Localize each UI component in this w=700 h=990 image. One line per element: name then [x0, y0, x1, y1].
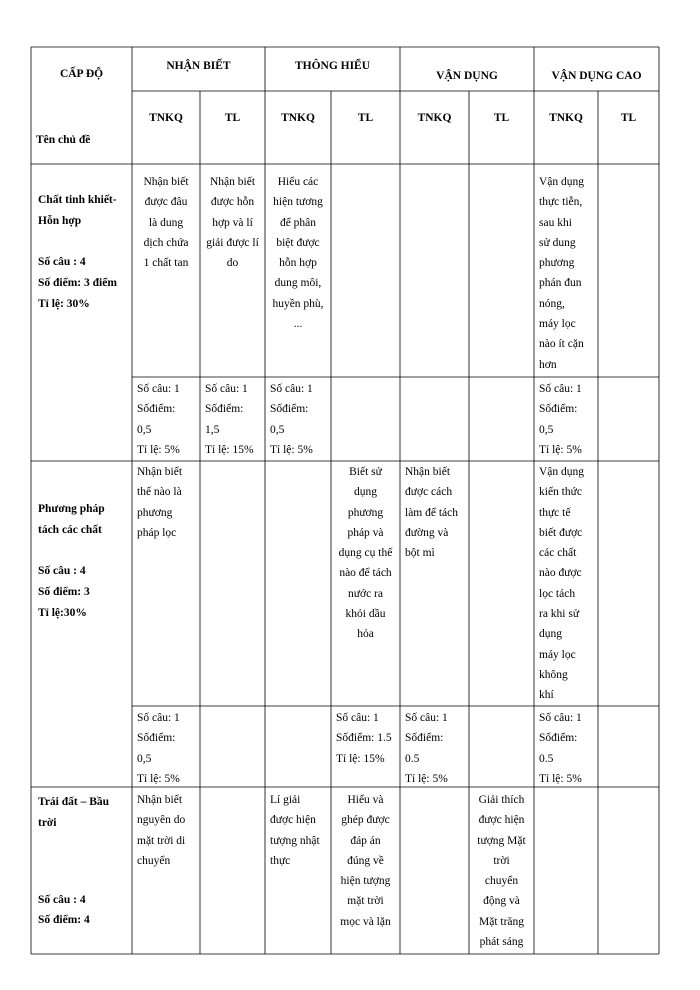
- criteria-cell: [137, 462, 195, 543]
- stats-cell: [137, 708, 195, 789]
- sub-header-6: TNKQ: [549, 112, 583, 124]
- criteria-text: mặt trời: [347, 895, 384, 908]
- criteria-text: do: [226, 257, 239, 270]
- criteria-text: nào được: [539, 567, 582, 580]
- cap-do-label: CẤP ĐỘ: [59, 68, 104, 80]
- sub-header-1: TL: [224, 112, 241, 124]
- stats-text: Tỉ lệ: 5%: [270, 443, 313, 456]
- criteria-text: đúng về: [347, 854, 384, 867]
- criteria-text: Nhận biết: [137, 466, 183, 478]
- criteria-text: Nhận biết: [143, 176, 189, 188]
- criteria-text: các chất: [539, 547, 577, 560]
- criteria-text: dung môi,: [274, 277, 322, 290]
- criteria-text: dụng: [539, 628, 562, 641]
- level-header-1: THÔNG HIỂU: [294, 60, 371, 72]
- criteria-text: Mặt trăng: [478, 915, 525, 928]
- criteria-text: phương: [137, 506, 173, 519]
- criteria-text: nóng,: [539, 297, 565, 310]
- topic-ti-le: Tỉ lệ: 30%: [38, 298, 90, 310]
- criteria-text: Nhận biết: [209, 176, 256, 188]
- criteria-text: được hỗn: [210, 196, 255, 209]
- stats-text: Sốđiểm:: [405, 732, 444, 745]
- stats-text: Tỉ lệ: 5%: [539, 443, 582, 456]
- stats-text: Số câu: 1: [539, 383, 582, 395]
- stats-text: 0,5: [137, 423, 152, 436]
- criteria-text: phương: [347, 506, 384, 519]
- criteria-text: là dung: [148, 216, 184, 229]
- criteria-text: đường và: [405, 526, 449, 539]
- criteria-text: động và: [483, 895, 520, 908]
- criteria-cell: [137, 172, 195, 273]
- criteria-text: Vận dụng: [539, 466, 585, 478]
- criteria-text: được cách: [405, 486, 453, 499]
- criteria-text: khỏi dầu: [345, 608, 386, 621]
- criteria-text: hiện tương: [273, 196, 323, 209]
- criteria-text: tượng nhật: [270, 834, 320, 847]
- criteria-text: nào ít cặn: [539, 338, 584, 351]
- topic-so-diem: Số điểm: 4: [38, 914, 90, 926]
- criteria-cell: [539, 172, 593, 375]
- sub-header-2: TNKQ: [281, 112, 315, 124]
- criteria-text: Hiểu và: [347, 794, 384, 806]
- criteria-text: Nhận biết: [137, 794, 183, 806]
- criteria-text: Giải thích: [478, 794, 525, 806]
- criteria-text: tượng Mặt: [477, 834, 526, 847]
- stats-text: Tỉ lệ: 15%: [205, 443, 254, 456]
- sub-header-4: TNKQ: [417, 112, 452, 124]
- criteria-text: được đâu: [144, 196, 188, 209]
- criteria-text: hỏa: [357, 628, 374, 641]
- criteria-text: chuyển: [484, 875, 519, 888]
- topic-ti-le: Tỉ lệ:30%: [38, 607, 87, 619]
- criteria-text: Lí giải: [270, 794, 301, 806]
- criteria-cell: [270, 790, 326, 871]
- stats-cell: [205, 379, 260, 460]
- stats-text: 0,5: [539, 423, 554, 436]
- criteria-text: dụng: [354, 486, 377, 499]
- criteria-text: mặt trời di: [137, 834, 186, 847]
- criteria-text: chuyển: [137, 854, 171, 867]
- stats-text: 0.5: [539, 752, 554, 765]
- stats-text: 0,5: [137, 752, 152, 765]
- criteria-text: để phân: [279, 216, 317, 229]
- stats-text: Số câu: 1: [270, 383, 313, 395]
- criteria-cell: [336, 790, 395, 932]
- criteria-cell: [336, 462, 395, 645]
- stats-cell: [539, 708, 593, 789]
- stats-text: 1,5: [205, 423, 220, 436]
- stats-text: Sốđiểm:: [539, 732, 578, 745]
- stats-text: Sốđiểm:: [205, 403, 244, 416]
- criteria-text: kiến thức: [539, 486, 582, 499]
- criteria-text: mọc và lặn: [340, 915, 391, 928]
- topic-so-cau: Số câu : 4: [38, 256, 86, 268]
- stats-text: Tỉ lệ: 15%: [336, 752, 385, 765]
- criteria-text: máy lọc: [539, 648, 576, 661]
- criteria-text: được hiện: [270, 814, 316, 827]
- criteria-text: hơn: [539, 358, 557, 371]
- criteria-text: ...: [293, 318, 303, 331]
- criteria-text: 1 chất tan: [143, 257, 189, 270]
- criteria-text: đáp án: [350, 834, 381, 847]
- sub-header-3: TL: [357, 112, 374, 124]
- criteria-text: bột mì: [405, 547, 435, 560]
- criteria-text: máy lọc: [539, 318, 576, 331]
- sub-header-7: TL: [620, 112, 637, 124]
- stats-cell: [539, 379, 593, 460]
- criteria-text: lọc tách: [539, 587, 576, 600]
- stats-text: Tỉ lệ: 5%: [539, 772, 582, 785]
- stats-text: Số câu: 1: [539, 712, 582, 724]
- criteria-text: nước ra: [348, 587, 383, 600]
- criteria-text: phát sáng: [479, 936, 524, 949]
- stats-text: Số câu: 1: [336, 712, 379, 724]
- criteria-text: Hiểu các: [277, 176, 319, 188]
- criteria-text: dịch chứa: [143, 236, 189, 249]
- criteria-text: nguyên do: [137, 814, 186, 827]
- criteria-text: biết được: [539, 526, 583, 539]
- topic-so-diem: Số điểm: 3 điểm: [38, 277, 117, 289]
- criteria-text: được hiện: [478, 814, 525, 827]
- criteria-text: nào để tách: [339, 567, 392, 580]
- criteria-text: thực: [270, 854, 291, 867]
- criteria-text: hiện tượng: [340, 875, 391, 888]
- criteria-cell: [205, 172, 260, 273]
- criteria-cell: [405, 462, 464, 563]
- level-header-2: VẬN DỤNG: [436, 70, 498, 82]
- topic-so-cau: Số câu : 4: [38, 565, 86, 577]
- criteria-text: pháp và: [347, 526, 384, 539]
- stats-text: Sốđiểm: 1.5: [336, 732, 392, 745]
- criteria-text: làm để tách: [405, 506, 459, 519]
- criteria-text: không: [539, 668, 568, 681]
- stats-text: Số câu: 1: [137, 383, 180, 395]
- criteria-text: phán đun: [539, 277, 582, 290]
- criteria-text: thế nào là: [137, 486, 182, 499]
- criteria-text: Vận dụng: [539, 176, 585, 188]
- criteria-text: giải được lí: [206, 236, 259, 249]
- criteria-cell: [539, 462, 593, 706]
- criteria-text: huyền phù,: [272, 297, 324, 310]
- criteria-cell: [137, 790, 195, 871]
- criteria-text: dụng cụ thế: [338, 547, 393, 560]
- topic-name-line: Trái đất – Bầu: [38, 796, 110, 808]
- criteria-cell: [474, 790, 529, 952]
- stats-text: Số câu: 1: [205, 383, 248, 395]
- stats-cell: [137, 379, 195, 460]
- criteria-text: sử dung: [539, 236, 576, 249]
- criteria-text: hợp và lí: [212, 216, 253, 229]
- topic-name-line: trời: [38, 816, 57, 829]
- criteria-text: trời: [493, 854, 510, 867]
- stats-text: 0,5: [270, 423, 285, 436]
- sub-header-0: TNKQ: [149, 112, 183, 124]
- stats-text: Tỉ lệ: 5%: [405, 772, 448, 785]
- criteria-text: biệt được: [276, 236, 320, 249]
- stats-text: Số câu: 1: [405, 712, 448, 724]
- stats-cell: [270, 379, 326, 460]
- criteria-cell: [270, 172, 326, 334]
- stats-text: Số câu: 1: [137, 712, 180, 724]
- stats-cell: [336, 708, 395, 769]
- stats-text: Tỉ lệ: 5%: [137, 772, 180, 785]
- stats-text: Sốđiểm:: [539, 403, 578, 416]
- ten-chu-de-label: Tên chủ đề: [36, 134, 91, 146]
- level-header-3: VẬN DỤNG CAO: [551, 70, 642, 82]
- criteria-text: pháp lọc: [137, 526, 177, 539]
- stats-text: Sốđiểm:: [137, 403, 176, 416]
- criteria-text: sau khi: [539, 216, 572, 229]
- stats-text: Tỉ lệ: 5%: [137, 443, 180, 456]
- stats-cell: [405, 708, 464, 789]
- topic-so-cau: Số câu : 4: [38, 894, 86, 906]
- criteria-text: phương: [539, 257, 575, 270]
- topic-name-line: Chất tinh khiết-: [38, 194, 117, 206]
- criteria-text: khí: [539, 689, 554, 702]
- criteria-text: ra khi sử: [539, 608, 580, 621]
- topic-name-line: Hỗn hợp: [38, 214, 82, 227]
- criteria-text: thực tiễn,: [539, 196, 583, 209]
- stats-text: Sốđiểm:: [270, 403, 309, 416]
- topic-name-line: tách các chất: [38, 523, 102, 536]
- criteria-text: Biết sử: [349, 466, 382, 478]
- criteria-text: ghép được: [341, 814, 390, 827]
- topic-so-diem: Số điểm: 3: [38, 586, 90, 598]
- level-header-0: NHẬN BIẾT: [166, 60, 231, 72]
- topic-name-line: Phương pháp: [38, 503, 105, 515]
- stats-text: Sốđiểm:: [137, 732, 176, 745]
- criteria-text: Nhận biết: [405, 466, 451, 478]
- stats-text: 0.5: [405, 752, 420, 765]
- criteria-text: hỗn hợp: [279, 257, 317, 270]
- criteria-text: thực tế: [539, 506, 571, 519]
- sub-header-5: TL: [493, 112, 510, 124]
